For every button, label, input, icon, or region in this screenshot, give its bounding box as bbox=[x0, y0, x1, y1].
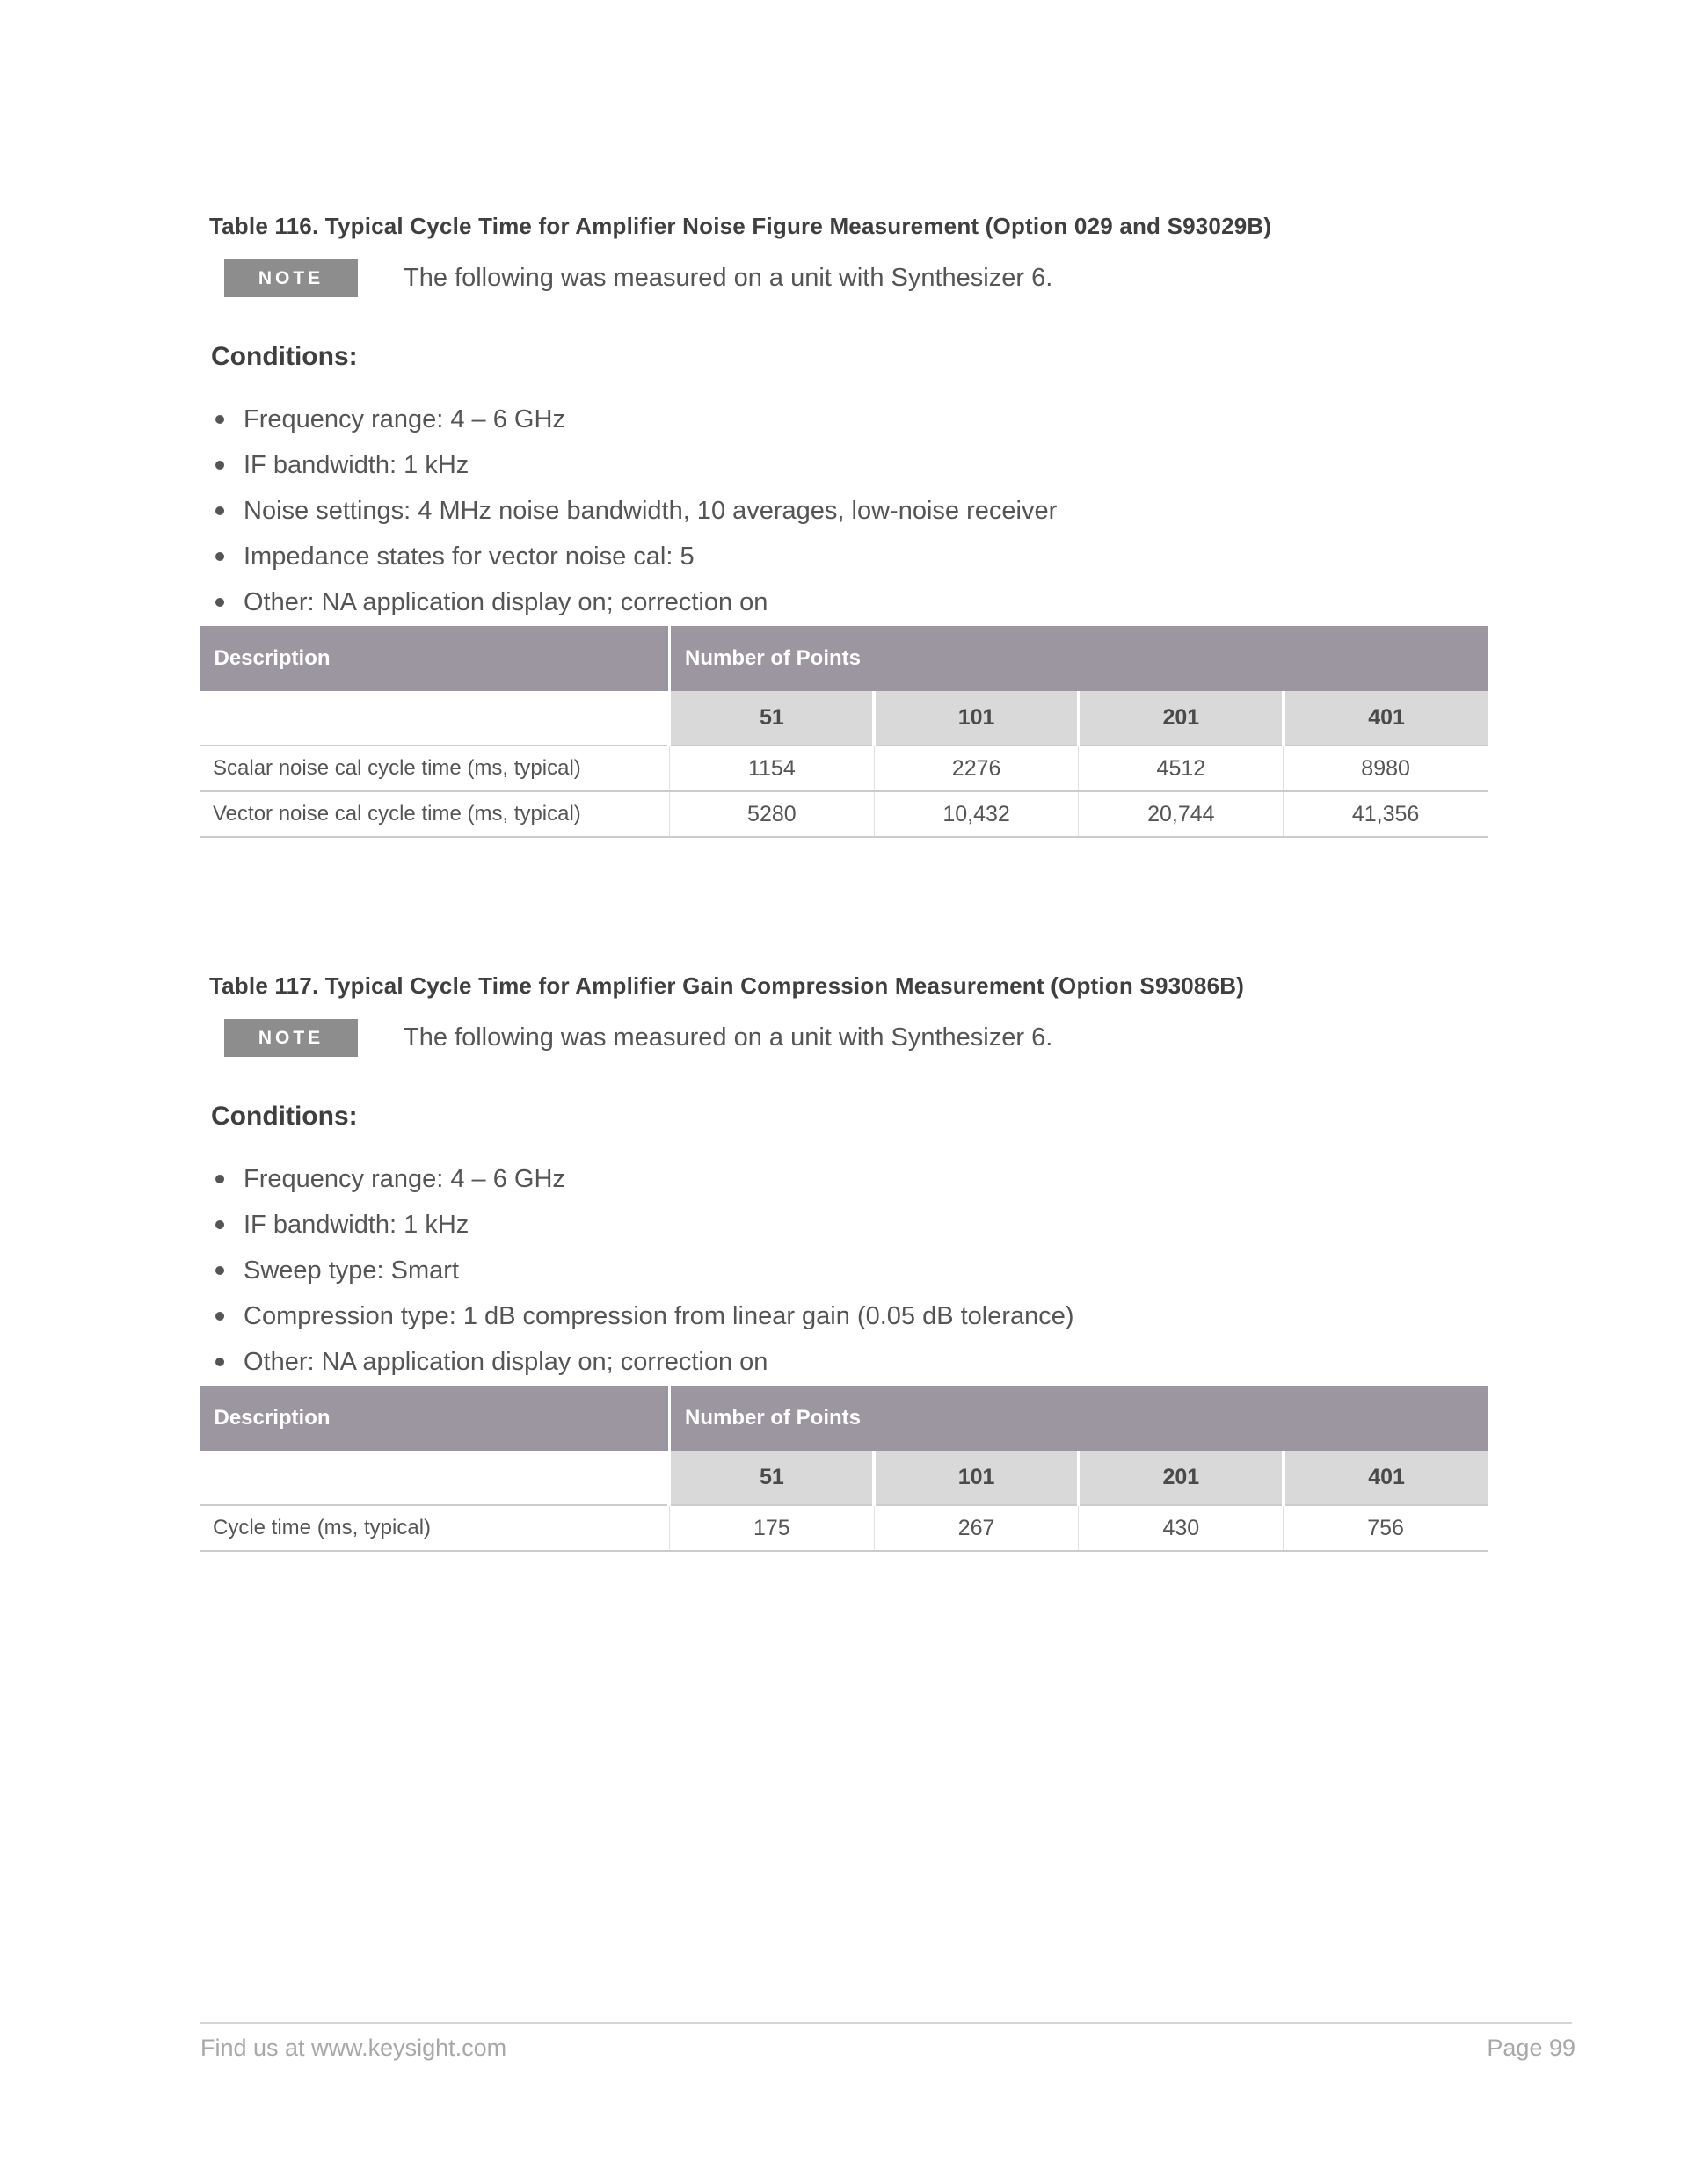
list-item: Sweep type: Smart bbox=[215, 1248, 1446, 1293]
bullet-icon bbox=[215, 506, 224, 515]
cell-value: 8980 bbox=[1284, 746, 1488, 791]
note-callout-2 bbox=[224, 1019, 1052, 1057]
cell-value: 1154 bbox=[669, 746, 874, 791]
bullet-icon bbox=[215, 598, 224, 607]
note-callout-1 bbox=[224, 259, 1052, 297]
cell-value: 756 bbox=[1284, 1505, 1488, 1551]
cell-value: 267 bbox=[874, 1505, 1079, 1551]
column-header-description: Description bbox=[200, 626, 670, 691]
cell-value: 10,432 bbox=[874, 791, 1079, 837]
bullet-icon bbox=[215, 1358, 224, 1366]
row-label: Scalar noise cal cycle time (ms, typical) bbox=[200, 746, 670, 791]
points-col: 401 bbox=[1284, 691, 1488, 746]
points-col: 101 bbox=[874, 691, 1079, 746]
page-number: Page 99 bbox=[1487, 2035, 1575, 2061]
points-subheader-row bbox=[200, 1451, 1488, 1505]
bullet-icon bbox=[215, 1266, 224, 1275]
footer-website-text: Find us at www.keysight.com bbox=[200, 2035, 507, 2061]
cell-value: 5280 bbox=[669, 791, 874, 837]
points-col: 101 bbox=[874, 1451, 1079, 1505]
column-header-points: Number of Points bbox=[669, 1386, 1488, 1451]
column-header-description: Description bbox=[200, 1386, 670, 1451]
list-item: Other: NA application display on; correction on bbox=[215, 1339, 1446, 1385]
conditions-list-1 bbox=[215, 397, 1446, 625]
blank-cell bbox=[200, 691, 670, 746]
cycle-time-table-116 bbox=[200, 626, 1488, 838]
conditions-heading-1: Conditions: bbox=[211, 342, 358, 371]
bullet-icon bbox=[215, 415, 224, 424]
blank-cell bbox=[200, 1451, 670, 1505]
list-item: Frequency range: 4 – 6 GHz bbox=[215, 397, 1446, 442]
bullet-icon bbox=[215, 1312, 224, 1321]
list-item: Compression type: 1 dB compression from linear gain (0.05 dB tolerance) bbox=[215, 1293, 1446, 1339]
table-117-title: Table 117. Typical Cycle Time for Amplifier Gain Compression Measurement (Option S93086B) bbox=[209, 972, 1245, 999]
conditions-heading-2: Conditions: bbox=[211, 1102, 358, 1131]
table-row bbox=[200, 746, 1488, 791]
note-badge: NOTE bbox=[224, 1019, 358, 1057]
conditions-list-2 bbox=[215, 1156, 1446, 1385]
list-item: Impedance states for vector noise cal: 5 bbox=[215, 534, 1446, 579]
list-item: Frequency range: 4 – 6 GHz bbox=[215, 1156, 1446, 1202]
points-col: 201 bbox=[1079, 691, 1284, 746]
row-label: Cycle time (ms, typical) bbox=[200, 1505, 670, 1551]
table-header-row bbox=[200, 1386, 1488, 1451]
list-item: Other: NA application display on; correction on bbox=[215, 579, 1446, 625]
note-text: The following was measured on a unit with Synthesizer 6. bbox=[404, 1023, 1053, 1052]
bullet-icon bbox=[215, 1175, 224, 1183]
points-col: 51 bbox=[669, 1451, 874, 1505]
row-label: Vector noise cal cycle time (ms, typical) bbox=[200, 791, 670, 837]
points-col: 401 bbox=[1284, 1451, 1488, 1505]
cell-value: 20,744 bbox=[1079, 791, 1284, 837]
cell-value: 175 bbox=[669, 1505, 874, 1551]
cell-value: 4512 bbox=[1079, 746, 1284, 791]
list-item: IF bandwidth: 1 kHz bbox=[215, 442, 1446, 488]
cell-value: 41,356 bbox=[1284, 791, 1488, 837]
points-col: 51 bbox=[669, 691, 874, 746]
table-row bbox=[200, 1505, 1488, 1551]
bullet-icon bbox=[215, 552, 224, 561]
bullet-icon bbox=[215, 461, 224, 470]
cycle-time-table-117 bbox=[200, 1386, 1488, 1552]
footer-divider bbox=[200, 2022, 1572, 2024]
table-row bbox=[200, 791, 1488, 837]
table-header-row bbox=[200, 626, 1488, 691]
points-subheader-row bbox=[200, 691, 1488, 746]
cell-value: 430 bbox=[1079, 1505, 1284, 1551]
column-header-points: Number of Points bbox=[669, 626, 1488, 691]
bullet-icon bbox=[215, 1220, 224, 1229]
cell-value: 2276 bbox=[874, 746, 1079, 791]
list-item: IF bandwidth: 1 kHz bbox=[215, 1202, 1446, 1248]
note-badge: NOTE bbox=[224, 259, 358, 297]
points-col: 201 bbox=[1079, 1451, 1284, 1505]
table-116-title: Table 116. Typical Cycle Time for Amplifier Noise Figure Measurement (Option 029 and S93029B) bbox=[209, 213, 1272, 239]
list-item: Noise settings: 4 MHz noise bandwidth, 10 averages, low-noise receiver bbox=[215, 488, 1446, 534]
note-text: The following was measured on a unit with Synthesizer 6. bbox=[404, 264, 1053, 292]
